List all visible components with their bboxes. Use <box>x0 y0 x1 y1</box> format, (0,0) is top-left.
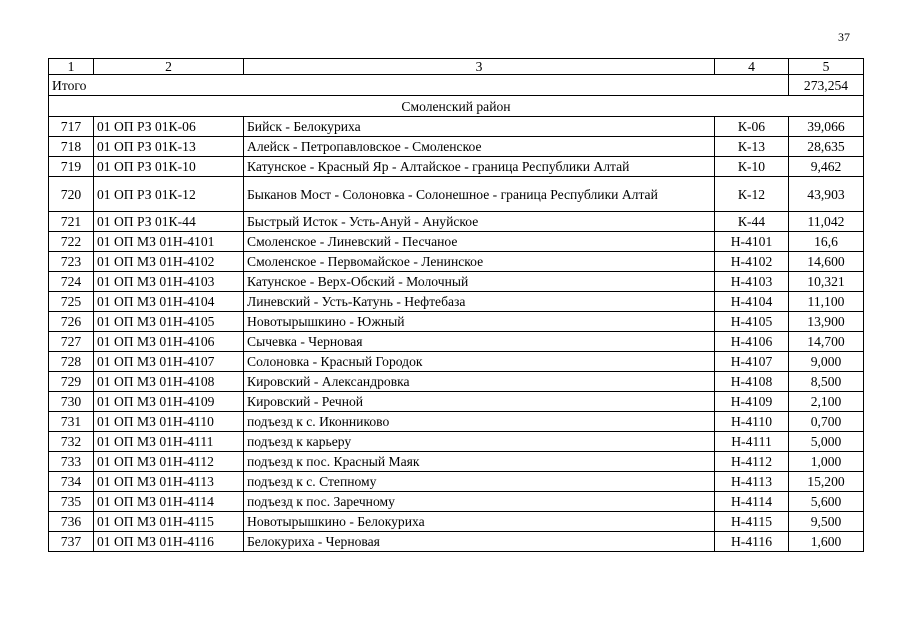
column-header: 2 <box>94 59 244 75</box>
table-row <box>49 472 864 492</box>
row-number: 727 <box>49 332 94 352</box>
road-name: Смоленское - Линевский - Песчаное <box>244 232 715 252</box>
table-row <box>49 372 864 392</box>
table-row <box>49 312 864 332</box>
road-length: 1,000 <box>789 452 864 472</box>
road-name: Катунское - Верх-Обский - Молочный <box>244 272 715 292</box>
road-id: 01 ОП МЗ 01Н-4107 <box>94 352 244 372</box>
table-row <box>49 532 864 552</box>
total-label: Итого <box>49 75 789 96</box>
road-code: Н-4107 <box>715 352 789 372</box>
road-id: 01 ОП МЗ 01Н-4110 <box>94 412 244 432</box>
row-number: 718 <box>49 137 94 157</box>
road-code: Н-4114 <box>715 492 789 512</box>
road-name: подъезд к с. Иконниково <box>244 412 715 432</box>
road-code: Н-4106 <box>715 332 789 352</box>
column-header: 5 <box>789 59 864 75</box>
road-name: Белокуриха - Черновая <box>244 532 715 552</box>
road-name: подъезд к с. Степному <box>244 472 715 492</box>
row-number: 735 <box>49 492 94 512</box>
table-row <box>49 412 864 432</box>
road-length: 9,462 <box>789 157 864 177</box>
table-row <box>49 332 864 352</box>
road-id: 01 ОП МЗ 01Н-4113 <box>94 472 244 492</box>
table-header-row <box>49 59 864 75</box>
road-id: 01 ОП МЗ 01Н-4116 <box>94 532 244 552</box>
road-id: 01 ОП МЗ 01Н-4102 <box>94 252 244 272</box>
road-length: 39,066 <box>789 117 864 137</box>
road-length: 0,700 <box>789 412 864 432</box>
table-row <box>49 512 864 532</box>
road-code: Н-4112 <box>715 452 789 472</box>
table-row <box>49 117 864 137</box>
road-id: 01 ОП МЗ 01Н-4106 <box>94 332 244 352</box>
road-code: Н-4101 <box>715 232 789 252</box>
table-row <box>49 392 864 412</box>
column-header: 4 <box>715 59 789 75</box>
row-number: 734 <box>49 472 94 492</box>
row-number: 724 <box>49 272 94 292</box>
row-number: 726 <box>49 312 94 332</box>
road-code: Н-4103 <box>715 272 789 292</box>
road-name: Сычевка - Черновая <box>244 332 715 352</box>
table-row <box>49 232 864 252</box>
table-row <box>49 292 864 312</box>
road-name: Катунское - Красный Яр - Алтайское - граница Республики Алтай <box>244 157 715 177</box>
road-code: Н-4108 <box>715 372 789 392</box>
row-number: 728 <box>49 352 94 372</box>
road-code: Н-4109 <box>715 392 789 412</box>
road-code: Н-4115 <box>715 512 789 532</box>
road-name: Быстрый Исток - Усть-Ануй - Ануйское <box>244 212 715 232</box>
road-id: 01 ОП МЗ 01Н-4108 <box>94 372 244 392</box>
road-name: подъезд к карьеру <box>244 432 715 452</box>
road-length: 28,635 <box>789 137 864 157</box>
road-code: Н-4102 <box>715 252 789 272</box>
road-code: К-12 <box>715 177 789 212</box>
road-code: Н-4111 <box>715 432 789 452</box>
page-number: 37 <box>838 30 850 44</box>
road-length: 9,000 <box>789 352 864 372</box>
table-row <box>49 177 864 212</box>
row-number: 720 <box>49 177 94 212</box>
road-name: подъезд к пос. Заречному <box>244 492 715 512</box>
road-length: 1,600 <box>789 532 864 552</box>
row-number: 721 <box>49 212 94 232</box>
row-number: 717 <box>49 117 94 137</box>
road-name: Кировский - Александровка <box>244 372 715 392</box>
road-id: 01 ОП МЗ 01Н-4112 <box>94 452 244 472</box>
road-length: 10,321 <box>789 272 864 292</box>
road-length: 14,700 <box>789 332 864 352</box>
road-code: Н-4110 <box>715 412 789 432</box>
row-number: 722 <box>49 232 94 252</box>
road-id: 01 ОП МЗ 01Н-4105 <box>94 312 244 332</box>
roads-registry-table <box>48 58 864 552</box>
road-id: 01 ОП МЗ 01Н-4114 <box>94 492 244 512</box>
road-length: 43,903 <box>789 177 864 212</box>
road-name: Линевский - Усть-Катунь - Нефтебаза <box>244 292 715 312</box>
road-id: 01 ОП МЗ 01Н-4109 <box>94 392 244 412</box>
road-code: Н-4113 <box>715 472 789 492</box>
road-name: Алейск - Петропавловское - Смоленское <box>244 137 715 157</box>
road-id: 01 ОП РЗ 01К-12 <box>94 177 244 212</box>
road-length: 5,600 <box>789 492 864 512</box>
row-number: 719 <box>49 157 94 177</box>
table-row <box>49 452 864 472</box>
road-id: 01 ОП РЗ 01К-06 <box>94 117 244 137</box>
table-row <box>49 137 864 157</box>
row-number: 730 <box>49 392 94 412</box>
road-name: Кировский - Речной <box>244 392 715 412</box>
road-code: Н-4105 <box>715 312 789 332</box>
road-length: 11,042 <box>789 212 864 232</box>
road-length: 16,6 <box>789 232 864 252</box>
table-row <box>49 157 864 177</box>
row-number: 725 <box>49 292 94 312</box>
row-number: 736 <box>49 512 94 532</box>
road-name: Новотырышкино - Южный <box>244 312 715 332</box>
table-row <box>49 252 864 272</box>
road-name: подъезд к пос. Красный Маяк <box>244 452 715 472</box>
road-code: Н-4116 <box>715 532 789 552</box>
road-length: 13,900 <box>789 312 864 332</box>
road-code: Н-4104 <box>715 292 789 312</box>
row-number: 732 <box>49 432 94 452</box>
table-row <box>49 272 864 292</box>
total-row <box>49 75 864 96</box>
road-code: К-44 <box>715 212 789 232</box>
road-id: 01 ОП МЗ 01Н-4103 <box>94 272 244 292</box>
road-length: 11,100 <box>789 292 864 312</box>
table-row <box>49 432 864 452</box>
road-id: 01 ОП МЗ 01Н-4104 <box>94 292 244 312</box>
road-name: Смоленское - Первомайское - Ленинское <box>244 252 715 272</box>
section-title: Смоленский район <box>49 96 864 117</box>
road-id: 01 ОП РЗ 01К-13 <box>94 137 244 157</box>
road-length: 14,600 <box>789 252 864 272</box>
road-name: Быканов Мост - Солоновка - Солонешное - граница Республики Алтай <box>244 177 715 212</box>
road-length: 5,000 <box>789 432 864 452</box>
road-name: Новотырышкино - Белокуриха <box>244 512 715 532</box>
column-header: 3 <box>244 59 715 75</box>
row-number: 733 <box>49 452 94 472</box>
road-length: 8,500 <box>789 372 864 392</box>
road-length: 2,100 <box>789 392 864 412</box>
total-value: 273,254 <box>789 75 864 96</box>
road-id: 01 ОП РЗ 01К-10 <box>94 157 244 177</box>
road-id: 01 ОП МЗ 01Н-4101 <box>94 232 244 252</box>
table-row <box>49 212 864 232</box>
road-id: 01 ОП МЗ 01Н-4111 <box>94 432 244 452</box>
section-row <box>49 96 864 117</box>
row-number: 729 <box>49 372 94 392</box>
column-header: 1 <box>49 59 94 75</box>
row-number: 731 <box>49 412 94 432</box>
row-number: 737 <box>49 532 94 552</box>
road-code: К-10 <box>715 157 789 177</box>
row-number: 723 <box>49 252 94 272</box>
road-length: 15,200 <box>789 472 864 492</box>
road-id: 01 ОП РЗ 01К-44 <box>94 212 244 232</box>
table-row <box>49 492 864 512</box>
road-name: Бийск - Белокуриха <box>244 117 715 137</box>
road-name: Солоновка - Красный Городок <box>244 352 715 372</box>
road-id: 01 ОП МЗ 01Н-4115 <box>94 512 244 532</box>
road-length: 9,500 <box>789 512 864 532</box>
table-row <box>49 352 864 372</box>
road-code: К-06 <box>715 117 789 137</box>
road-code: К-13 <box>715 137 789 157</box>
